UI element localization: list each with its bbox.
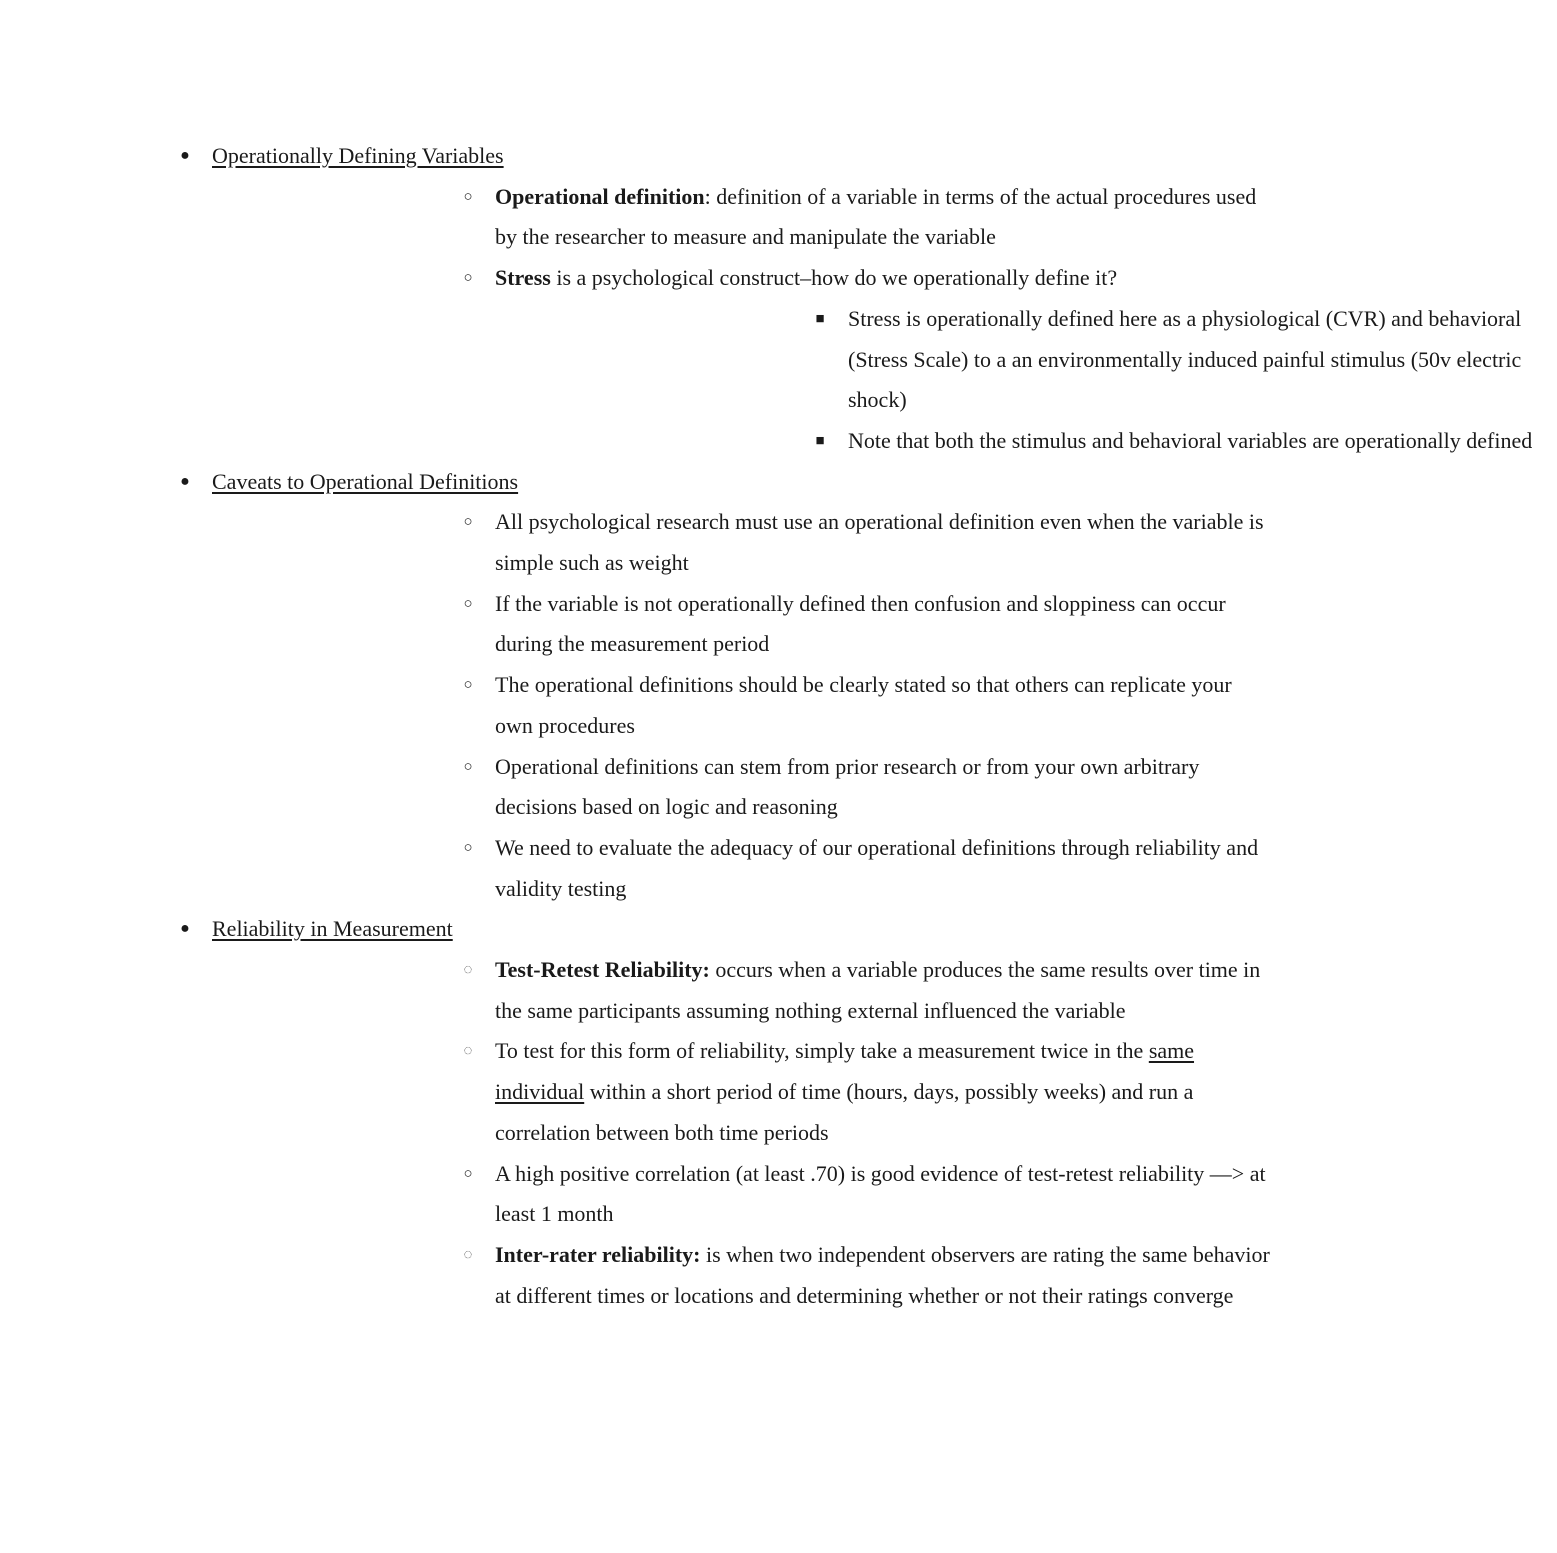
item-text: occurs when a variable produces the same results over time in the same participants assuming nothing external influenced the variable	[495, 957, 1261, 1023]
hollow-circle-bullet-icon: ○	[463, 595, 473, 612]
dotted-circle-bullet-icon: ◌	[463, 1246, 473, 1263]
hollow-circle-bullet-icon: ○	[463, 188, 473, 205]
square-bullet-icon: ■	[815, 310, 825, 327]
item-text: A high positive correlation (at least .70) is good evidence of test-retest reliability —> at least 1 month	[495, 1160, 1266, 1227]
item-text: The operational definitions should be clearly stated so that others can replicate your own procedures	[495, 672, 1232, 738]
sublist	[212, 502, 1264, 909]
item-text: We need to evaluate the adequacy of our operational definitions through reliability and validity testing	[495, 834, 1259, 901]
item-text: All psychological research must use an operational definition even when the variable is simple such as weight	[495, 509, 1264, 576]
list-item	[212, 258, 1533, 462]
list-item	[212, 1235, 1274, 1316]
term-label: Operational definition	[495, 183, 705, 209]
section-operationally-defining-variables	[0, 136, 1533, 462]
item-text: : definition of a variable in terms of the actual procedures used by the researcher to measure and manipulate the variable	[495, 183, 1257, 250]
section-heading: Caveats to Operational Definitions	[212, 468, 519, 494]
list-item	[212, 1154, 1274, 1235]
hollow-circle-bullet-icon: ○	[463, 839, 473, 856]
hollow-circle-bullet-icon: ○	[463, 514, 473, 531]
item-text: Note that both the stimulus and behavioral variables are operationally defined	[848, 427, 1533, 453]
term-label: Stress	[495, 265, 551, 291]
item-text: To test for this form of reliability, simply take a measurement twice in the	[495, 1038, 1149, 1064]
list-item	[212, 502, 1274, 583]
term-label: Inter-rater reliability:	[495, 1241, 701, 1267]
list-item	[212, 665, 1274, 746]
hollow-circle-bullet-icon: ○	[463, 270, 473, 287]
filled-bullet-icon: ●	[180, 147, 190, 164]
list-item	[212, 177, 1274, 258]
list-item	[495, 299, 1557, 421]
item-text: Operational definitions can stem from prior research or from your own arbitrary decisions based on logic and reasoning	[495, 753, 1200, 820]
underlined-text: same individual	[495, 1038, 1195, 1105]
list-item	[495, 421, 1557, 462]
filled-bullet-icon: ●	[180, 920, 190, 938]
item-text: If the variable is not operationally defined then confusion and sloppiness can occur during the measurement period	[495, 590, 1226, 657]
list-item	[212, 950, 1274, 1031]
sublist	[212, 950, 1270, 1316]
hollow-circle-bullet-icon: ○	[463, 677, 473, 694]
square-bullet-icon: ■	[815, 432, 825, 449]
item-text: within a short period of time (hours, days, possibly weeks) and run a correlation between both time periods	[495, 1079, 1194, 1145]
hollow-circle-bullet-icon: ○	[463, 1165, 473, 1182]
section-reliability-in-measurement	[0, 909, 1270, 1316]
term-label: Test-Retest Reliability:	[495, 957, 710, 983]
dotted-circle-bullet-icon: ◌	[463, 962, 473, 979]
outline-list	[0, 136, 1533, 1316]
sublist	[495, 299, 1533, 462]
list-item	[212, 1031, 1274, 1153]
list-item	[212, 747, 1274, 828]
section-heading: Reliability in Measurement	[212, 916, 453, 942]
item-text: is when two independent observers are rating the same behavior at different times or locations and determining whether or not their ratings converge	[495, 1241, 1270, 1308]
dotted-circle-bullet-icon: ◌	[463, 1043, 473, 1060]
filled-bullet-icon: ●	[180, 472, 190, 490]
list-item	[212, 828, 1274, 909]
section-caveats	[0, 462, 1264, 910]
list-item	[212, 584, 1274, 665]
sublist	[212, 177, 1533, 462]
item-text: is a psychological construct–how do we operationally define it?	[550, 265, 1118, 291]
item-text: Stress is operationally defined here as a physiological (CVR) and behavioral (Stress Scale) to a an environmentally induced painful stimulus (50v electric shock)	[848, 305, 1522, 413]
section-heading: Operationally Defining Variables	[212, 143, 504, 168]
hollow-circle-bullet-icon: ○	[463, 758, 473, 775]
